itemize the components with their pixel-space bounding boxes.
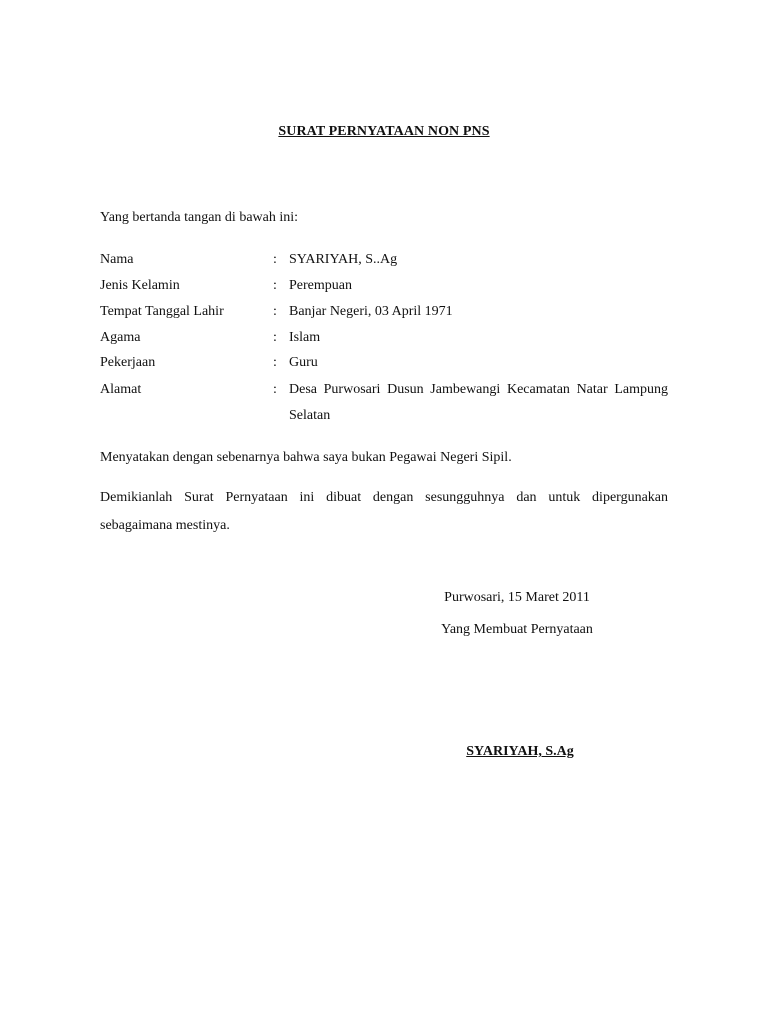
field-separator: : (273, 382, 277, 397)
place-date: Purwosari, 15 Maret 2011 (444, 590, 590, 605)
field-separator: : (273, 278, 277, 293)
field-value-alamat: Desa Purwosari Dusun Jambewangi Kecamatan Natar Lampung Selatan (289, 382, 668, 423)
field-separator: : (273, 355, 277, 370)
field-label-tempat-tanggal-lahir: Tempat Tanggal Lahir (100, 304, 224, 319)
field-separator: : (273, 252, 277, 267)
field-value-jenis-kelamin: Perempuan (289, 278, 352, 293)
field-value-pekerjaan: Guru (289, 355, 318, 370)
field-label-agama: Agama (100, 330, 141, 345)
field-label-pekerjaan: Pekerjaan (100, 355, 156, 370)
field-separator: : (273, 304, 277, 319)
statement-paragraph: Menyatakan dengan sebenarnya bahwa saya bukan Pegawai Negeri Sipil. (100, 450, 512, 465)
field-value-nama: SYARIYAH, S..Ag (289, 252, 398, 267)
signer-role: Yang Membuat Pernyataan (441, 622, 593, 637)
field-value-agama: Islam (289, 330, 321, 345)
field-label-nama: Nama (100, 252, 134, 267)
signer-name: SYARIYAH, S.Ag (466, 744, 574, 759)
field-label-jenis-kelamin: Jenis Kelamin (100, 278, 180, 293)
field-value-tempat-tanggal-lahir: Banjar Negeri, 03 April 1971 (289, 304, 453, 319)
field-separator: : (273, 330, 277, 345)
field-label-alamat: Alamat (100, 382, 142, 397)
intro-text: Yang bertanda tangan di bawah ini: (100, 210, 299, 225)
closing-paragraph: Demikianlah Surat Pernyataan ini dibuat dengan sesungguhnya dan untuk dipergunakan sebagaimana mestinya. (100, 490, 668, 533)
letter-title: SURAT PERNYATAAN NON PNS (278, 124, 490, 139)
